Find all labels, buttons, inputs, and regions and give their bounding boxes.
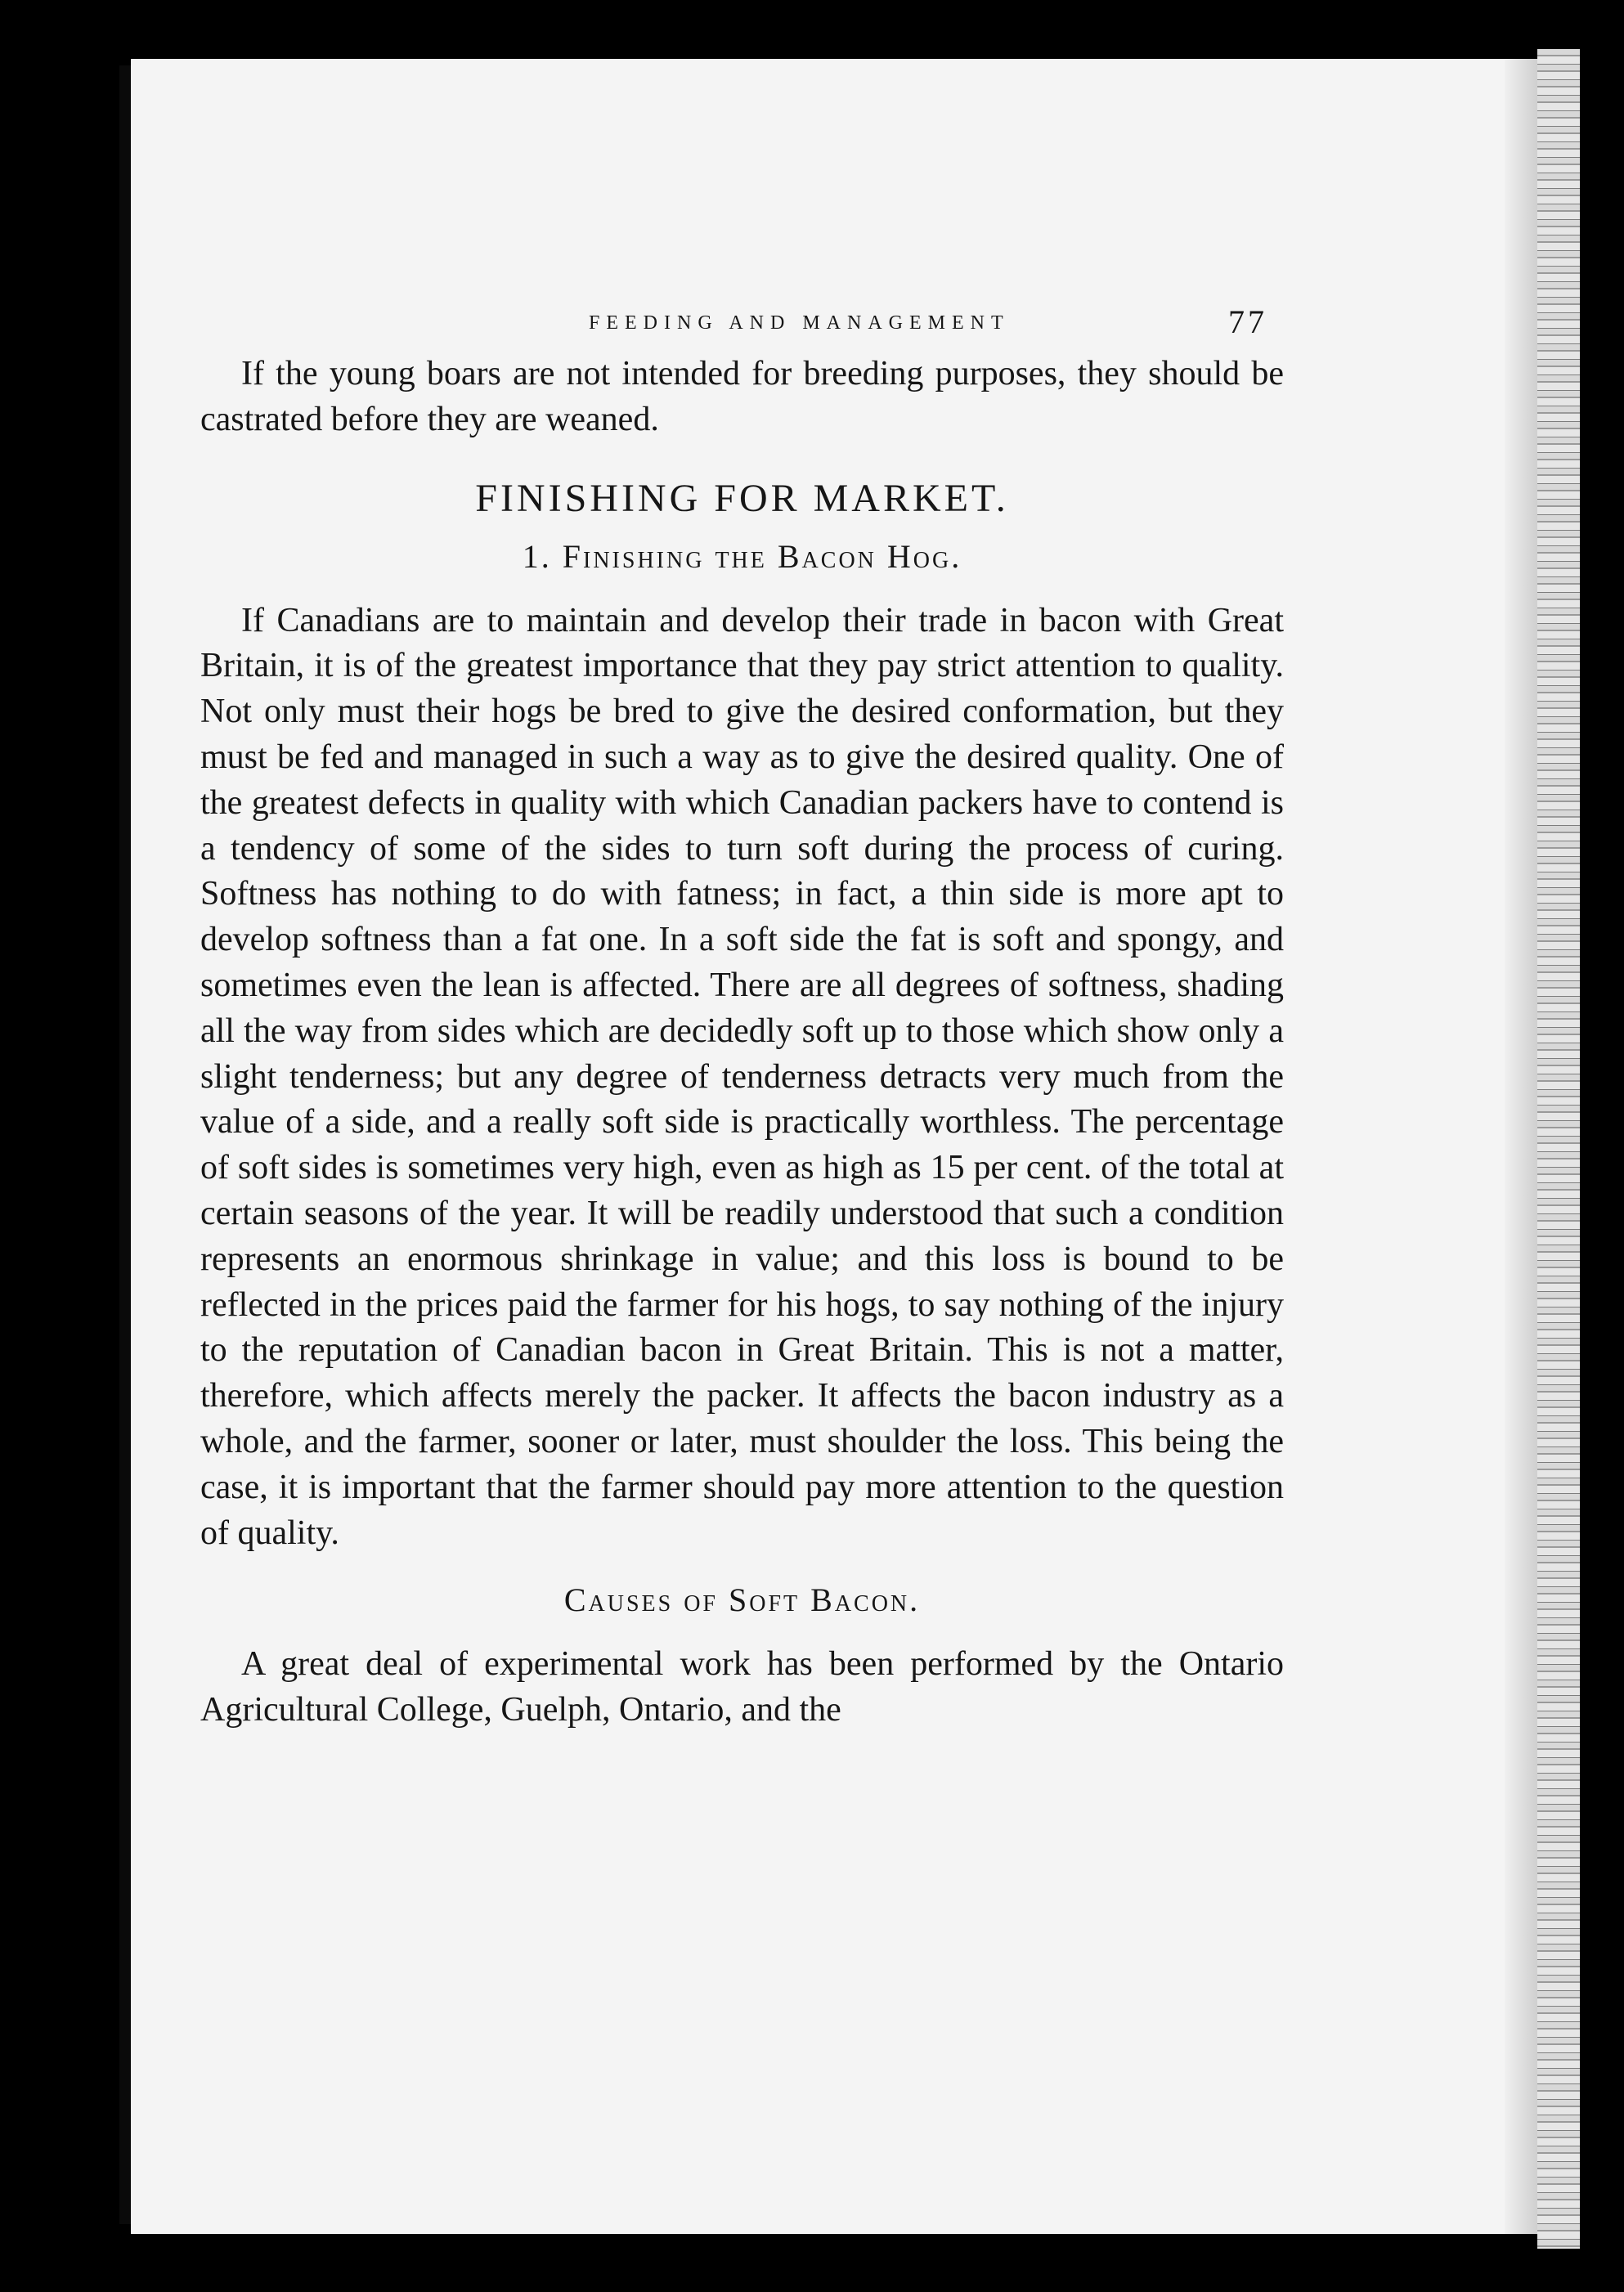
- page-edge-shadow: [1505, 59, 1537, 2234]
- paragraph-intro: If the young boars are not intended for breeding purposes, they should be castrated before they are weaned.: [200, 355, 1284, 438]
- binding-edge: [119, 65, 131, 2224]
- subsection-heading-bacon-hog: 1. Finishing the Bacon Hog.: [522, 537, 962, 575]
- scan-left-margin: [0, 0, 131, 2292]
- paragraph-causes: A great deal of experimental work has been performed by the Ontario Agricultural College, Guelph, Ontario, and the: [200, 1645, 1284, 1729]
- page-text: [200, 303, 1284, 1734]
- running-head-title: FEEDING AND MANAGEMENT: [589, 312, 1010, 334]
- page-number: 77: [1228, 303, 1267, 340]
- page-stack-edge: [1537, 49, 1580, 2249]
- section-heading: FINISHING FOR MARKET.: [475, 476, 1009, 520]
- paragraph-bacon-quality: If Canadians are to maintain and develop their trade in bacon with Great Britain, it is of the greatest importance that they pay strict attention to quality. Not only must their hogs be bred to give the desired conformation, but they must be fed and managed in such a way as to give the desired quality. One of the greatest defects in quality with which Canadian packers have to contend is a tendency of some of the sides to turn soft during the process of curing. Softness has nothing to do with fatness; in fact, a thin side is more apt to develop softness than a fat one. In a soft side the fat is soft and spongy, and sometimes even the lean is affected. There are all degrees of softness, shading all the way from sides which are decidedly soft up to those which show only a slight tenderness; but any degree of tenderness detracts very much from the value of a side, and a really soft side is practically worthless. The percentage of soft sides is sometimes very high, even as high as 15 per cent. of the total at certain seasons of the year. It will be readily understood that such a condition represents an enormous shrinkage in value; and this loss is bound to be reflected in the prices paid the farmer for his hogs, to say nothing of the injury to the reputation of Canadian bacon in Great Britain. This is not a matter, therefore, which affects merely the packer. It affects the bacon industry as a whole, and the farmer, sooner or later, must shoulder the loss. This being the case, it is important that the farmer should pay more attention to the question of quality.: [200, 601, 1284, 1552]
- subsection-heading-soft-bacon: Causes of Soft Bacon.: [563, 1581, 921, 1619]
- scan-right-margin: [1580, 0, 1624, 2292]
- running-head: [200, 303, 1284, 352]
